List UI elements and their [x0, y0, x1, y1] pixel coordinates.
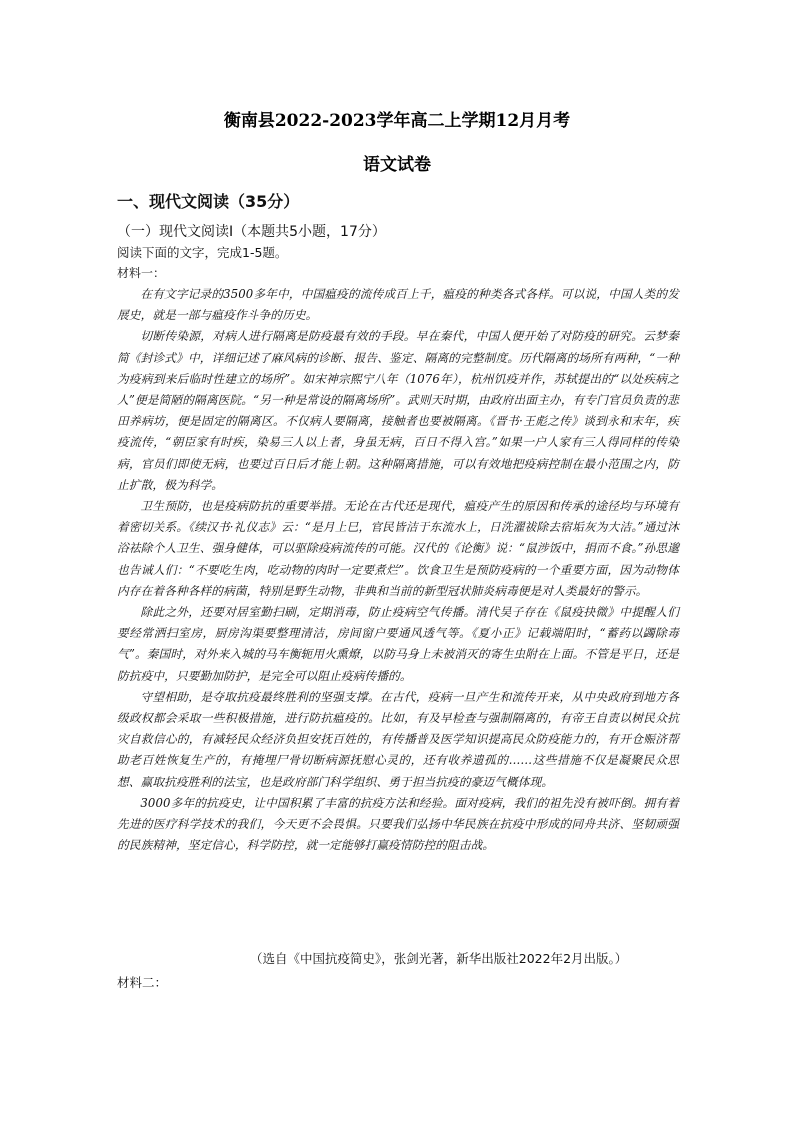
- passage-paragraph: 3000多年的抗疫史，让中国积累了丰富的抗疫方法和经验。面对疫病，我们的祖先没有被吓倒。拥有着先进的医疗科学技术的我们，今天更不会畏惧。只要我们弘扬中华民族在抗疫中形成的同舟共济、坚韧顽强的民族精神，坚定信心，科学防控，就一定能够打赢疫情防控的阻击战。: [117, 795, 679, 853]
- material-two-label: 材料二：: [117, 975, 168, 990]
- passage-source: （选自《中国抗疫简史》，张剑光著，新华出版社2022年2月出版。）: [250, 951, 628, 966]
- reading-instruction: 阅读下面的文字，完成1-5题。: [117, 245, 288, 260]
- passage-paragraph: 除此之外，还要对居室勤扫刷，定期消毒，防止疫病空气传播。清代吴子存在《鼠疫抉微》中提醒人们要经常洒扫室房，厨房沟渠要整理清洁，房间窗户要通风透气等。《夏小正》记载端阳时，“蓄药以蠲除毒气”。秦国时，对外来入城的马车衡轭用火熏燎，以防马身上未被消灭的寄生虫附在上面。不管是平日，还是防抗疫中，只要勤加防护，是完全可以阻止疫病传播的。: [117, 605, 679, 683]
- passage-paragraph: 守望相助，是夺取抗疫最终胜利的坚强支撑。在古代，疫病一旦产生和流传开来，从中央政府到地方各级政权都会采取一些积极措施，进行防抗瘟疫的。比如，有及早检查与强制隔离的，有帝王自责以树民众抗灾自救信心的，有减轻民众经济负担安抚百姓的，有传播普及医学知识提高民众防疫能力的，有开仓赈济帮助老百姓恢复生产的，有掩埋尸骨切断病源抚慰心灵的，还有收养遗孤的……这些措施不仅是凝聚民众思想、赢取抗疫胜利的法宝，也是政府部门科学组织、勇于担当抗疫的豪迈气概体现。: [117, 689, 679, 789]
- passage-paragraph: 切断传染源，对病人进行隔离是防疫最有效的手段。早在秦代，中国人便开始了对防疫的研究。云梦秦简《封诊式》中，详细记述了麻风病的诊断、报告、鉴定、隔离的完整制度。历代隔离的场所有两种，“一种为疫病到来后临时性建立的场所”。如宋神宗熙宁八年（1076年），杭州饥疫并作，苏轼提出的“以处疾病之人”便是简陋的隔离医院。“另一种是常设的隔离场所”。武则天时期，由政府出面主办，有专门官员负责的悲田养病坊，便是固定的隔离区。不仅病人要隔离，接触者也要被隔离。《晋书·王彪之传》谈到永和末年，疾疫流传，“朝臣家有时疾，染易三人以上者，身虽无病，百日不得入宫。”如果一户人家有三人得同样的传染病，官员们即使无病，也要过百日后才能上朝。这种隔离措施，可以有效地把疫病控制在最小范围之内，防止扩散，极为科学。: [117, 329, 679, 492]
- reading-passage: [117, 284, 679, 856]
- material-one-label: 材料一：: [117, 266, 166, 280]
- passage-paragraph: 卫生预防，也是疫病防抗的重要举措。无论在古代还是现代，瘟疫产生的原因和传承的途径均与环境有着密切关系。《续汉书·礼仪志》云：“是月上巳，官民皆洁于东流水上，日洗濯祓除去宿垢灰为大洁。”通过沐浴祛除个人卫生、强身健体，可以驱除疫病流传的可能。汉代的《论衡》说：“鼠涉饭中，捐而不食。”孙思邈也告诫人们：“不要吃生肉，吃动物的肉时一定要煮烂”。饮食卫生是预防疫病的一个重要方面，因为动物体内存在着各种各样的病菌，特别是野生动物，非典和当前的新型冠状肺炎病毒便是对人类最好的警示。: [117, 499, 679, 598]
- passage-paragraph: 在有文字记录的3500多年中，中国瘟疫的流传成百上千，瘟疫的种类各式各样。可以说，中国人类的发展史，就是一部与瘟疫作斗争的历史。: [117, 287, 679, 323]
- subject-title: 语文试卷: [363, 155, 431, 175]
- subsection-heading: （一）现代文阅读Ⅰ（本题共5小题，17分）: [117, 224, 386, 240]
- section-heading: 一、现代文阅读（35分）: [117, 192, 300, 211]
- exam-title: 衡南县2022-2023学年高二上学期12月月考: [223, 111, 571, 131]
